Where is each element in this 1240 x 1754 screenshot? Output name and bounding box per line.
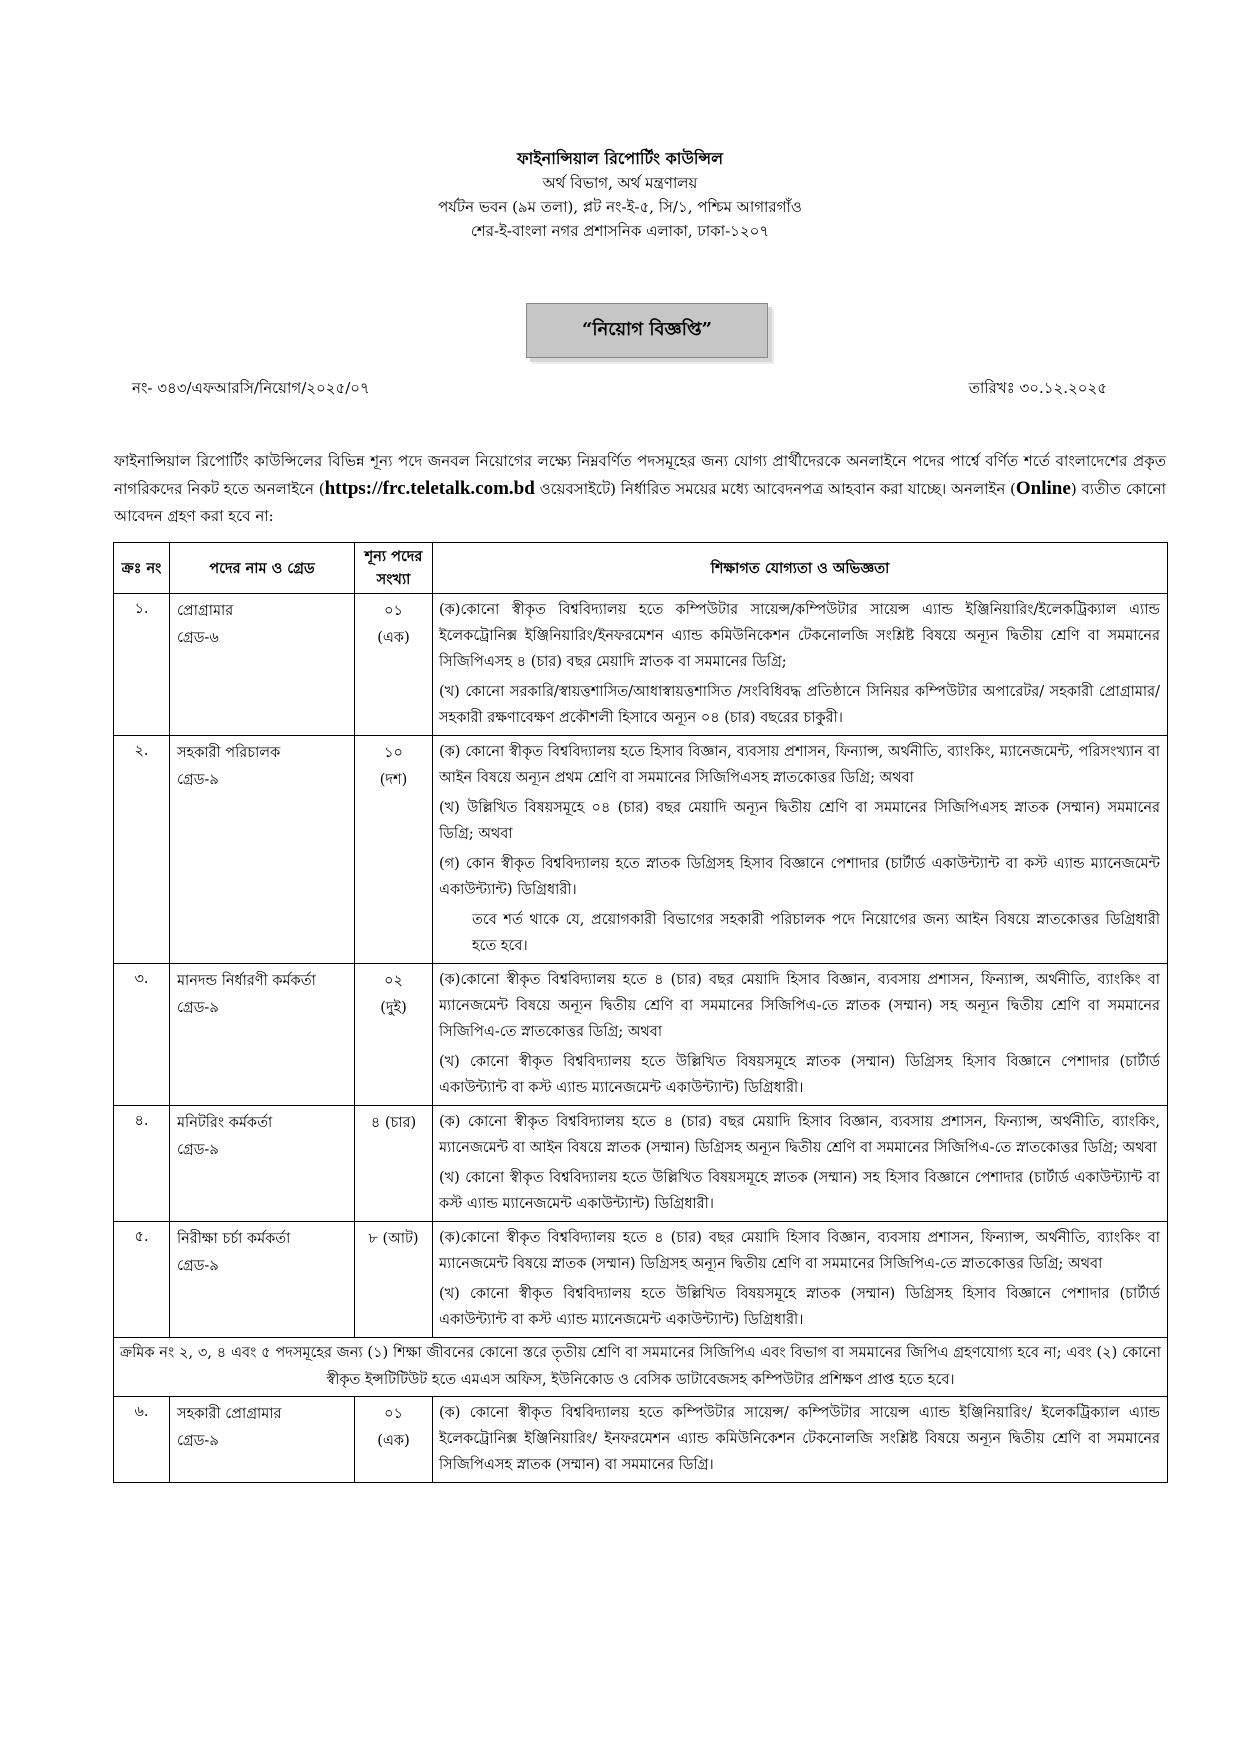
qualification-item: (খ) কোনো স্বীকৃত বিশ্ববিদ্যালয় হতে উল্লিখিত বিষয়সমূহে স্নাতক (সম্মান) সহ হিসাব বিজ্ঞানে পেশাদার (চার্টার্ড একাউন্ট্যান্ট বা কস্ট এ্যান্ড ম্যানেজমেন্ট একাউন্ট্যান্ট) ডিগ্রিধারী।	[439, 1170, 1160, 1212]
letterhead	[0, 147, 1240, 243]
post-name: মনিটরিং কর্মকর্তা	[177, 1115, 273, 1131]
division-line: অর্থ বিভাগ, অর্থ মন্ত্রণালয়	[542, 174, 698, 192]
post-name: সহকারী প্রোগ্রামার	[177, 1406, 282, 1422]
notice-date: তারিখঃ ৩০.১২.২০২৫	[968, 379, 1107, 397]
table-row	[114, 1397, 1168, 1483]
qualification-item: (ক)কোনো স্বীকৃত বিশ্ববিদ্যালয় হতে ৪ (চার) বছর মেয়াদি হিসাব বিজ্ঞান, ব্যবসায় প্রশাসন, ফিন্যান্স, অর্থনীতি, ব্যাংকিং বা ম্যানেজমেন্ট বিষয়ে অন্যূন দ্বিতীয় শ্রেণি বা সমমানের সিজিপিএ-তে স্নাতক (সম্মান) সহ অন্যূন দ্বিতীয় শ্রেণি বা সমমানের সিজিপিএ-তে স্নাতকোত্তর ডিগ্রি; অথবা	[439, 972, 1160, 1040]
post-name: প্রোগ্রামার	[177, 603, 234, 619]
qualification-item: (ক)কোনো স্বীকৃত বিশ্ববিদ্যালয় হতে ৪ (চার) বছর মেয়াদি হিসাব বিজ্ঞান, ব্যবসায় প্রশাসন, ফিন্যান্স, অর্থনীতি, ব্যাংকিং বা ম্যানেজমেন্ট বিষয়ে স্নাতক (সম্মান) ডিগ্রিসহ অন্যূন দ্বিতীয় শ্রেণি বা সমমানের সিজিপিএ-তে স্নাতকোত্তর ডিগ্রি; অথবা	[439, 1230, 1160, 1272]
count-number: ৪ (চার)	[370, 1115, 417, 1131]
count-number: ০১	[384, 1406, 403, 1422]
post-name: মানদন্ড নির্ধারণী কর্মকর্তা	[177, 973, 316, 989]
count-number: ৮ (আট)	[368, 1231, 419, 1247]
table-note: ক্রমিক নং ২, ৩, ৪ এবং ৫ পদসমূহের জন্য (১) শিক্ষা জীবনের কোনো স্তরে তৃতীয় শ্রেণি বা সমমানের সিজিপিএ এবং বিভাগ বা সমমানের জিপিএ গ্রহণযোগ্য হবে না; এবং (২) কোনো স্বীকৃত ইন্সটিটিউট হতে এমএস অফিস, ইউনিকোড ও বেসিক ডাটাবেজসহ কম্পিউটার প্রশিক্ষণ প্রাপ্ত হতে হবে।	[114, 1338, 1168, 1397]
row-qualification	[433, 594, 1168, 736]
qualification-item: (খ) উল্লিখিত বিষয়সমূহে ০৪ (চার) বছর মেয়াদি অন্যূন দ্বিতীয় শ্রেণি বা সমমানের সিজিপিএসহ স্নাতক (সম্মান) সমমানের ডিগ্রি; অথবা	[439, 800, 1160, 842]
intro-text-1: ফাইনান্সিয়াল রিপোর্টিং কাউন্সিলের বিভিন্ন শূন্য পদে জনবল নিয়োগের লক্ষ্যে নিম্নবর্ণিত পদসমূহের জন্য যোগ্য প্রার্থীদেরকে অনলাইনে পদের পার্শ্বে বর্ণিত শর্তে বাংলাদেশের প্রকৃত নাগরিকদের নিকট হতে অনলাইনে (	[114, 452, 1166, 498]
col-header-count: শূন্য পদের সংখ্যা	[355, 543, 433, 594]
row-qualification	[433, 964, 1168, 1106]
count-words: (এক)	[377, 1433, 410, 1449]
table-row	[114, 964, 1168, 1106]
row-count	[355, 1397, 433, 1483]
qualification-item: (খ) কোনো স্বীকৃত বিশ্ববিদ্যালয় হতে উল্লিখিত বিষয়সমূহে স্নাতক (সম্মান) ডিগ্রিসহ হিসাব বিজ্ঞানে পেশাদার (চার্টার্ড একাউন্ট্যান্ট বা কস্ট এ্যান্ড ম্যানেজমেন্ট একাউন্ট্যান্ট) ডিগ্রিধারী।	[439, 1054, 1160, 1096]
row-count	[355, 594, 433, 736]
org-name: ফাইনান্সিয়াল রিপোর্টিং কাউন্সিল	[516, 149, 723, 168]
qualification-item: (ক)কোনো স্বীকৃত বিশ্ববিদ্যালয় হতে কম্পিউটার সায়েন্স/কম্পিউটার সায়েন্স এ্যান্ড ইঞ্জিনিয়ারিং/ইলেকট্রিক্যাল এ্যান্ড ইলেকট্রোনিক্স ইঞ্জিনিয়ারিং/ইনফরমেশন এ্যান্ড কমিউনিকেশন টেকনোলজি সংশ্লিষ্ট বিষয়ে অন্যূন দ্বিতীয় শ্রেণি বা সমমানের সিজিপিএসহ ৪ (চার) বছর মেয়াদি স্নাতক বা সমমানের ডিগ্রি;	[439, 602, 1160, 670]
row-serial: ১.	[114, 594, 170, 736]
table-header-row	[114, 543, 1168, 594]
row-serial: ৩.	[114, 964, 170, 1106]
qualification-item: (খ) কোনো স্বীকৃত বিশ্ববিদ্যালয় হতে উল্লিখিত বিষয়সমূহে স্নাতক (সম্মান) ডিগ্রিসহ হিসাব বিজ্ঞানে পেশাদার (চার্টার্ড একাউন্ট্যান্ট বা কস্ট এ্যান্ড ম্যানেজমেন্ট একাউন্ট্যান্ট) ডিগ্রিধারী।	[439, 1286, 1160, 1328]
address-line-2: শের-ই-বাংলা নগর প্রশাসনিক এলাকা, ঢাকা-১২০৭	[470, 222, 770, 240]
row-serial: ৬.	[114, 1397, 170, 1483]
application-url-link[interactable]: https://frc.teletalk.com.bd	[324, 478, 535, 499]
qualification-item: (গ) কোন স্বীকৃত বিশ্ববিদ্যালয় হতে স্নাতক ডিগ্রিসহ হিসাব বিজ্ঞানে পেশাদার (চার্টার্ড একাউন্ট্যান্ট বা কস্ট এ্যান্ড ম্যানেজমেন্ট একাউন্ট্যান্ট) ডিগ্রিধারী।	[439, 856, 1160, 898]
vacancy-table	[113, 542, 1168, 1483]
post-name: সহকারী পরিচালক	[177, 745, 281, 761]
address-line-1: পর্যটন ভবন (৯ম তলা), প্লট নং-ই-৫, সি/১, পশ্চিম আগারগাঁও	[438, 198, 802, 216]
row-count	[355, 1106, 433, 1222]
intro-text-2: ওয়েবসাইটে) নির্ধারিত সময়ের মধ্যে আবেদনপত্র আহবান করা যাচ্ছে। অনলাইন (	[534, 480, 1016, 498]
count-number: ১০	[384, 745, 403, 761]
count-words: (এক)	[377, 630, 410, 646]
row-qualification	[433, 1222, 1168, 1338]
col-header-serial: ক্রঃ নং	[114, 543, 170, 594]
row-qualification	[433, 1397, 1168, 1483]
qualification-item: (ক) কোনো স্বীকৃত বিশ্ববিদ্যালয় হতে হিসাব বিজ্ঞান, ব্যবসায় প্রশাসন, ফিন্যান্স, অর্থনীতি, ব্যাংকিং, ম্যানেজমেন্ট, পরিসংখ্যান বা আইন বিষয়ে অন্যূন প্রথম শ্রেণি বা সমমানের সিজিপিএসহ স্নাতকোত্তর ডিগ্রি; অথবা	[439, 744, 1160, 786]
qualification-item: (ক) কোনো স্বীকৃত বিশ্ববিদ্যালয় হতে ৪ (চার) বছর মেয়াদি হিসাব বিজ্ঞান, ব্যবসায় প্রশাসন, ফিন্যান্স, অর্থনীতি, ব্যাংকিং, ম্যানেজমেন্ট বা আইন বিষয়ে স্নাতক (সম্মান) ডিগ্রিসহ অন্যূন দ্বিতীয় শ্রেণি বা সমমানের সিজিপিএ-তে স্নাতকোত্তর ডিগ্রি; অথবা	[439, 1114, 1160, 1156]
count-number: ০১	[384, 603, 403, 619]
row-post	[170, 1397, 355, 1483]
row-qualification	[433, 1106, 1168, 1222]
post-grade: গ্রেড-৬	[177, 630, 219, 646]
intro-text-3: ) ব্যতীত কোনো আবেদন গ্রহণ করা হবে না:	[114, 480, 1166, 525]
post-grade: গ্রেড-৯	[177, 1433, 219, 1449]
row-post	[170, 736, 355, 964]
row-qualification	[433, 736, 1168, 964]
row-serial: ৫.	[114, 1222, 170, 1338]
post-grade: গ্রেড-৯	[177, 1000, 219, 1016]
table-row	[114, 736, 1168, 964]
post-grade: গ্রেড-৯	[177, 772, 219, 788]
qualification-item: (খ) কোনো সরকারি/স্বায়ত্তশাসিত/আধাস্বায়ত্তশাসিত /সংবিধিবদ্ধ প্রতিষ্ঠানে সিনিয়র কম্পিউটার অপারেটর/ সহকারী প্রোগ্রামার/ সহকারী রক্ষণাবেক্ষণ প্রকৌশলী হিসাবে অন্যূন ০৪ (চার) বছরের চাকুরী।	[439, 684, 1160, 726]
post-name: নিরীক্ষা চর্চা কর্মকর্তা	[177, 1231, 291, 1247]
notice-title: “নিয়োগ বিজ্ঞপ্তি”	[526, 303, 768, 358]
count-words: (দশ)	[379, 772, 408, 788]
col-header-qualification: শিক্ষাগত যোগ্যতা ও অভিজ্ঞতা	[433, 543, 1168, 594]
count-words: (দুই)	[380, 1000, 407, 1016]
post-grade: গ্রেড-৯	[177, 1142, 219, 1158]
row-post	[170, 964, 355, 1106]
col-header-post: পদের নাম ও গ্রেড	[170, 543, 355, 594]
note-row	[114, 1338, 1168, 1397]
qualification-item: তবে শর্ত থাকে যে, প্রয়োগকারী বিভাগের সহকারী পরিচালক পদে নিয়োগের জন্য আইন বিষয়ে স্নাতকোত্তর ডিগ্রিধারী হতে হবে।	[472, 912, 1160, 954]
online-label: Online	[1015, 478, 1071, 499]
row-post	[170, 1222, 355, 1338]
row-serial: ৪.	[114, 1106, 170, 1222]
table-row	[114, 594, 1168, 736]
row-count	[355, 1222, 433, 1338]
reference-number: নং- ৩৪৩/এফআরসি/নিয়োগ/২০২৫/০৭	[132, 379, 370, 397]
row-count	[355, 736, 433, 964]
qualification-item: (ক) কোনো স্বীকৃত বিশ্ববিদ্যালয় হতে কম্পিউটার সায়েন্স/ কম্পিউটার সায়েন্স এ্যান্ড ইঞ্জিনিয়ারিং/ ইলেকট্রিক্যাল এ্যান্ড ইলেকট্রোনিক্স ইঞ্জিনিয়ারিং/ ইনফরমেশন এ্যান্ড কমিউনিকেশন টেকনোলজি সংশ্লিষ্ট বিষয়ে অন্যূন দ্বিতীয় শ্রেণি বা সমমানের সিজিপিএসহ স্নাতক (সম্মান) বা সমমানের ডিগ্রি।	[439, 1405, 1160, 1473]
post-grade: গ্রেড-৯	[177, 1258, 219, 1274]
row-post	[170, 1106, 355, 1222]
row-post	[170, 594, 355, 736]
row-count	[355, 964, 433, 1106]
row-serial: ২.	[114, 736, 170, 964]
table-row	[114, 1106, 1168, 1222]
count-number: ০২	[384, 973, 403, 989]
table-row	[114, 1222, 1168, 1338]
intro-paragraph	[114, 448, 1166, 530]
